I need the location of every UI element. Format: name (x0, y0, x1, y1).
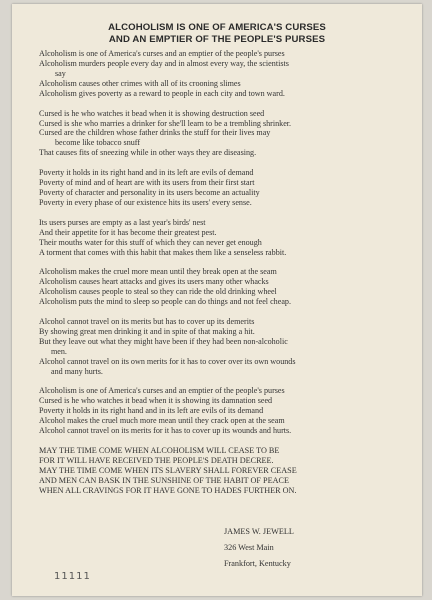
stanza-7 (39, 386, 397, 436)
poem-line: men. (51, 346, 67, 356)
poem-line: Cursed is he who watches it bead when it is showing its damnation seed (39, 396, 273, 406)
poem-line: Alcohol cannot travel on its merits for it has to cover up its wounds and hurts. (39, 426, 292, 436)
title-line-1: ALCOHOLISM IS ONE OF AMERICA'S CURSES (108, 22, 326, 33)
poem-line: By showing great men drinking it and in spite of that making a hit. (39, 326, 255, 336)
author-city: Frankfort, Kentucky (224, 559, 291, 568)
poem-line: Alcoholism makes the cruel more mean until they break open at the seam (39, 267, 277, 277)
poem-body (39, 49, 397, 496)
poem-line: Poverty it holds in its right hand and in its left are evils of its demand (39, 406, 264, 416)
poem-line: Alcoholism gives poverty as a reward to people in each city and town ward. (39, 88, 285, 98)
poem-line: Alcoholism causes people to steal so they can ride the old drinking wheel (39, 287, 277, 297)
closing-line: WHEN ALL CRAVINGS FOR IT HAVE GONE TO HADES FURTHER ON. (39, 485, 297, 495)
poem-line: Cursed is she who marries a drinker for she'll learn to be a trembling shrinker. (39, 118, 292, 128)
poem-line: Their mouths water for this stuff of which they can never get enough (39, 237, 262, 247)
stanza-6 (39, 317, 397, 377)
author-signature (224, 524, 294, 572)
closing-line: FOR IT WILL HAVE RECEIVED THE PEOPLE'S DEATH DECREE. (39, 455, 274, 465)
closing-prayer (39, 446, 397, 496)
stanza-4 (39, 218, 397, 258)
poem-line: A torment that comes with this habit that makes them like a senseless rabbit. (39, 247, 287, 257)
stanza-1 (39, 49, 397, 99)
poem-line: Alcoholism causes other crimes with all of its crooning slimes (39, 78, 241, 88)
poem-line: Alcohol makes the cruel much more mean until they crack open at the seam (39, 416, 285, 426)
poem-line: Poverty it holds in its right hand and in its left are evils of demand (39, 168, 254, 178)
document-title (12, 22, 422, 46)
stanza-2 (39, 109, 397, 159)
poem-line: Alcohol cannot travel on its merits but has to cover up its demerits (39, 316, 255, 326)
title-line-2: AND AN EMPTIER OF THE PEOPLE'S PURSES (108, 34, 326, 45)
closing-line: AND MEN CAN BASK IN THE SUNSHINE OF THE HABIT OF PEACE (39, 475, 289, 485)
handwritten-mark: 11111 (54, 571, 91, 582)
stanza-5 (39, 267, 397, 307)
poem-line: Alcoholism puts the mind to sleep so people can do things and not feel cheap. (39, 297, 291, 307)
poem-line: Cursed are the children whose father drinks the stuff for their lives may (39, 128, 271, 138)
poem-line: Alcohol cannot travel on its own merits for it has to cover over its own wounds (39, 356, 296, 366)
poem-line: But they leave out what they might have been if they had been non-alcoholic (39, 336, 288, 346)
author-street: 326 West Main (224, 543, 274, 552)
poem-line: That causes fits of sneezing while in other ways they are diseasing. (39, 148, 257, 158)
poem-line: Alcoholism causes heart attacks and gives its users many other whacks (39, 277, 269, 287)
author-name: JAMES W. JEWELL (224, 527, 294, 536)
poem-line: And their appetite for it has become their greatest pest. (39, 227, 217, 237)
poem-line: Its users purses are empty as a last year's birds' nest (39, 217, 206, 227)
poem-line: become like tobacco snuff (55, 138, 141, 148)
poem-line: Poverty in every phase of our existence hits its users' every sense. (39, 197, 252, 207)
poem-line: Poverty of character and personality in its users become an actuality (39, 188, 260, 198)
poem-line: Alcoholism is one of America's curses and an emptier of the people's purses (39, 49, 285, 58)
poem-line: Cursed is he who watches it bead when it is showing destruction seed (39, 108, 265, 118)
poem-line: Alcoholism murders people every day and in almost every way, the scientists (39, 58, 289, 68)
closing-line: MAY THE TIME COME WHEN ITS SLAVERY SHALL FOREVER CEASE (39, 465, 297, 475)
stanza-3 (39, 168, 397, 208)
poem-line: Alcoholism is one of America's curses and an emptier of the people's purses (39, 386, 285, 396)
poem-line: say (55, 68, 66, 78)
document-sheet (12, 4, 422, 596)
poem-line: Poverty of mind and of heart are with its users from their first start (39, 178, 255, 188)
poem-line: and many hurts. (51, 366, 103, 376)
closing-line: MAY THE TIME COME WHEN ALCOHOLISM WILL CEASE TO BE (39, 446, 280, 456)
